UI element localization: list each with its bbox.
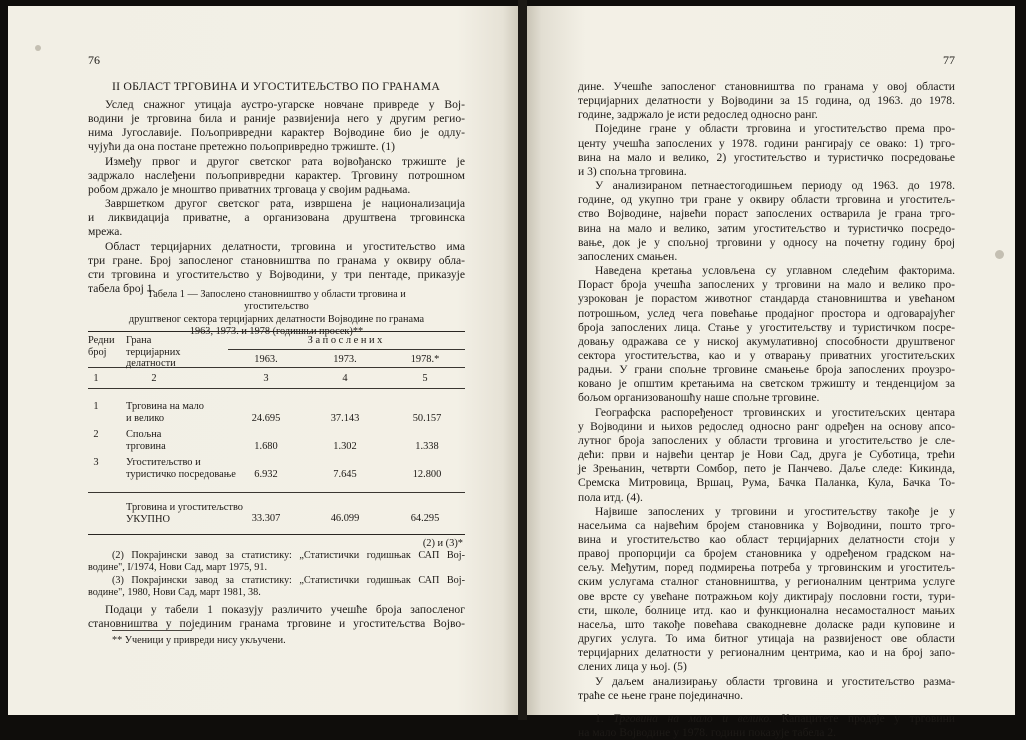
table-bottom-rule — [88, 534, 465, 535]
total-value: 33.307 — [251, 513, 281, 524]
last-paragraph-line: на мало Војводине у 1978. години показује табела 2. — [578, 726, 836, 740]
header-branch: Грана — [126, 335, 152, 346]
right-paragraph — [578, 264, 955, 406]
caption-line: Табела 1 — Запослено становништво у области трговина и угоститељство — [147, 289, 406, 313]
table-group-rule — [228, 349, 465, 350]
intro-text — [88, 98, 465, 296]
footnote: ** Ученици у привреди нису укључени. — [112, 635, 286, 646]
column-number: 4 — [342, 373, 348, 384]
text-line: Подаци у табели 1 показују различито учешће броја запосленог — [105, 603, 465, 616]
right-paragraph — [578, 80, 955, 122]
column-number: 3 — [263, 373, 269, 384]
row-branch: Спољна — [126, 429, 162, 440]
text-line: Географска распоређеност трговинских и угоститељских центара — [595, 405, 955, 419]
text-line: Наведена кретања условљена су углавном следећим факторима. — [595, 264, 955, 278]
closing-paragraph — [88, 603, 465, 631]
text-line: вина на мало и велико, затим угоститељство и туристичко посредо- — [578, 221, 955, 235]
text-line: довању одражава се у ниској акумулативној способности друштвеног — [578, 334, 955, 348]
text-line: У даљем анализирању области трговина и угоститељство разма- — [595, 674, 955, 688]
row-value: 50.157 — [412, 413, 442, 424]
row-number: 1 — [93, 401, 99, 412]
text-line: Услед снажног утицаја аустро-угарске новчане привреде у Вој- — [105, 98, 465, 111]
text-line: ским услугама сталног становништва, у регионалним центрима услуге — [578, 575, 955, 589]
right-paragraph — [578, 179, 955, 264]
text-line: Највише запослених у трговини и угоститељству такође је у — [595, 504, 955, 518]
row-branch: Угоститељство и — [126, 457, 201, 468]
row-value: 7.645 — [333, 469, 357, 480]
table-top-rule — [88, 331, 465, 332]
text-line: правој пропорцији са бројем становника у одређеном градском на- — [578, 547, 955, 561]
text-line: године, од укупно три гране у оквиру области трговина и угоститељ- — [578, 193, 955, 207]
table-total-rule — [88, 492, 465, 493]
text-line: водини је трговина била и раније развијенија него у другим регио- — [88, 112, 465, 126]
text-line: чујући да она постане претежно пољопривредно тржиште. (1) — [88, 140, 396, 154]
row-value: 1.302 — [333, 441, 357, 452]
header-year: 1978.* — [410, 354, 440, 365]
text-line: три гране. Број запосленог становништва по гранама у оквиру обла- — [88, 253, 465, 267]
right-paragraph — [578, 675, 955, 703]
row-value: 1.338 — [415, 441, 439, 452]
text-line: ковано је општим кретањима на светском тржишту и тенденцијом за — [578, 377, 955, 391]
text-line: табела број 1. — [88, 282, 156, 296]
header-year: 1973. — [333, 354, 357, 365]
text-line: у Војводини и њихов редослед односно ранг одређен на основу апсо- — [578, 419, 955, 433]
text-line: Пораст броја учешћа запослених у трговини на мало и велико про- — [578, 278, 955, 292]
text-line: терцијарних делатности у регионалним центрима, као и на број запо- — [578, 646, 955, 660]
right-paragraph — [578, 505, 955, 675]
footnote-rule — [112, 630, 192, 631]
text-line: узрокован је порастом животног стандарда становништва и увећаном — [578, 292, 955, 306]
text-line: сти трговина и угоститељство у Војводини, у три пентаде, приказује — [88, 267, 465, 281]
intro-paragraph — [88, 98, 465, 155]
subsection-title: Трговина на мало и велико. — [613, 711, 773, 725]
total-branch: УКУПНО — [126, 513, 170, 525]
text-line: потрошњом, услед чега повећање продајног простора и одговарајућег — [578, 306, 955, 320]
text-line: центу учешћа запослених у 1978. години рангирају се овако: 1) трго- — [578, 136, 955, 150]
paragraph-gap — [578, 703, 955, 712]
row-branch: туристичко посредовање — [126, 469, 236, 480]
note-line: водине", I/1974, Нови Сад, март 1975, 91. — [88, 562, 268, 574]
header-employed: З а п о с л е н и х — [307, 335, 383, 346]
header-branch: терцијарних — [126, 346, 181, 358]
row-number: 3 — [93, 457, 99, 468]
text-line: нима Југославије. Пољопривредни карактер Војводине био је одлу- — [88, 126, 465, 140]
header-no: Редни — [88, 335, 115, 346]
note-line: (3) Покрајински завод за статистику: „Статистички годишњак САП Вој- — [112, 574, 465, 586]
total-value: 64.295 — [410, 513, 440, 524]
text-line: дине. Учешће запосленог становништва по гранама у овој области — [578, 80, 955, 93]
text-line: насеља, што такође повећава свакодневне доласке ради куповине и — [578, 617, 955, 631]
text-line: сектора угоститељства, као и у отварању приватних угоститељских — [578, 348, 955, 362]
subsection-text: Капацитете продаје у трговини — [772, 711, 956, 725]
source-note — [88, 550, 465, 575]
text-line: броја запослених лица. Стање у угоститељству и туристичком посре- — [578, 320, 955, 334]
text-line: Завршетком другог светског рата, извршена је национализација — [105, 197, 465, 211]
row-value: 37.143 — [330, 413, 360, 424]
text-line: других услуга. То има битног утицаја на развијеност ове области — [578, 632, 955, 646]
row-value: 1.680 — [254, 441, 278, 452]
text-line: запослених смањен. — [578, 249, 678, 263]
total-value: 46.099 — [330, 513, 360, 524]
table-numbers-rule — [88, 388, 465, 389]
text-line: робом држало је мноштво приватних трговаца у својим радњама. — [88, 182, 411, 196]
text-line: и 3) спољна трговина. — [578, 164, 687, 178]
text-line: Област терцијарних делатности, трговина и угоститељство има — [105, 239, 465, 253]
text-line: Између првог и другог светског рата војвођанско тржиште је — [105, 154, 465, 168]
text-line: Сремска Митровица, Вршац, Рума, Бачка Паланка, Кула, Бачка То- — [578, 476, 955, 490]
column-number: 1 — [93, 373, 99, 384]
header-branch: делатности — [126, 358, 176, 369]
header-no: број — [88, 346, 107, 358]
text-line: године, задржало је исти редослед односно ранг. — [578, 108, 818, 122]
text-line: дећи: први и највећи центар је Нови Сад, друга је Суботица, трећи — [578, 448, 955, 462]
page-speck — [995, 250, 1004, 259]
text-line: је Зрењанин, четврти Сомбор, пето је Панчево. Даље следе: Кикинда, — [578, 462, 955, 476]
page-speck — [35, 45, 41, 51]
text-line: вање, док је у спољној трговини у односу на почетну годину број — [578, 235, 955, 249]
total-branch: Трговина и угоститељство — [126, 502, 243, 513]
row-number: 2 — [93, 429, 99, 440]
text-line: задржало наслеђени пољопривредни карактер. Трговину потрошном — [88, 168, 465, 182]
text-line: терцијарних делатности у Војводини за 15 година, од 1963. до 1978. — [578, 94, 955, 108]
text-line: вина и угоститељство као област терцијарних делатности стоји у — [578, 533, 955, 546]
text-line: Појединe гране у области трговина и угоститељство према про- — [595, 122, 955, 136]
text-line: насељима са највећим бројем становника у Војводини, пошто трго- — [578, 518, 955, 532]
book-gutter — [518, 0, 527, 720]
text-line: становништва у појединим гранама трговине и угоститељства Војво- — [88, 617, 465, 631]
section-heading: II ОБЛАСТ ТРГОВИНА И УГОСТИТЕЉСТВО ПО ГРАНАМА — [112, 79, 441, 93]
column-number: 5 — [422, 373, 428, 384]
text-line: радњи. У грани спољне трговине смањење броја запослених проузро- — [578, 363, 955, 377]
row-branch: и велико — [126, 413, 165, 424]
text-line: вина на мало и велико, 2) угоститељство и туристичко посредовање — [578, 150, 955, 164]
row-value: 24.695 — [251, 413, 281, 424]
header-year: 1963. — [254, 354, 278, 365]
row-branch: трговина — [126, 441, 166, 452]
text-line: лутног броја запослених у области трговина и угоститељство је сле- — [578, 433, 955, 447]
row-value: 6.932 — [254, 469, 278, 480]
source-note — [88, 575, 465, 600]
text-line: ство Војводине, највећи пораст запослених остварила је грана трго- — [578, 207, 955, 221]
text-line: мрежа. — [88, 225, 123, 239]
intro-paragraph — [88, 240, 465, 297]
left-page-number: 76 — [88, 53, 100, 67]
row-branch: Трговина на мало — [126, 401, 204, 412]
text-line: сељу. Међутим, поред подмирења потреба у трговинским и угоститељ- — [578, 561, 955, 575]
right-page-number: 77 — [943, 53, 955, 67]
caption-line: друштвеног сектора терцијарних делатности Војводине по гранама — [128, 313, 425, 325]
row-value: 12.800 — [412, 469, 442, 480]
right-page-text — [578, 80, 955, 740]
text-line: пола итд. (4). — [578, 490, 643, 504]
column-number: 2 — [151, 373, 157, 384]
subsection-number: 1. — [595, 711, 614, 725]
text-line: и ликвидација приватне, а организована друштвена трговинска — [88, 211, 465, 225]
right-paragraph — [578, 122, 955, 179]
source-mark: (2) и (3)* — [422, 538, 463, 549]
text-line: сти, школе, болнице итд. као и функционална несамосталност мањих — [578, 603, 955, 617]
last-paragraph-line — [578, 712, 955, 726]
note-line: (2) Покрајински завод за статистику: „Статистички годишњак САП Вој- — [112, 550, 465, 561]
text-line: бољом организованошћу наше спољне трговине. — [578, 391, 820, 405]
source-notes — [88, 550, 465, 599]
caption-line: 1963, 1973. и 1978 (годишњи просек)** — [189, 326, 364, 338]
right-paragraph — [578, 406, 955, 505]
text-line: ове врсте су увећане потражњом коју диктирају пословни гости, тури- — [578, 589, 955, 603]
intro-paragraph — [88, 155, 465, 197]
text-line: траће се њене гране појединачно. — [578, 688, 743, 702]
intro-paragraph — [88, 197, 465, 239]
note-line: водине", 1980, Нови Сад, март 1981, 38. — [88, 586, 261, 598]
text-line: слених лица у њој. (5) — [578, 660, 687, 674]
text-line: У анализираном петнаестогодишњем периоду од 1963. до 1978. — [595, 179, 955, 193]
